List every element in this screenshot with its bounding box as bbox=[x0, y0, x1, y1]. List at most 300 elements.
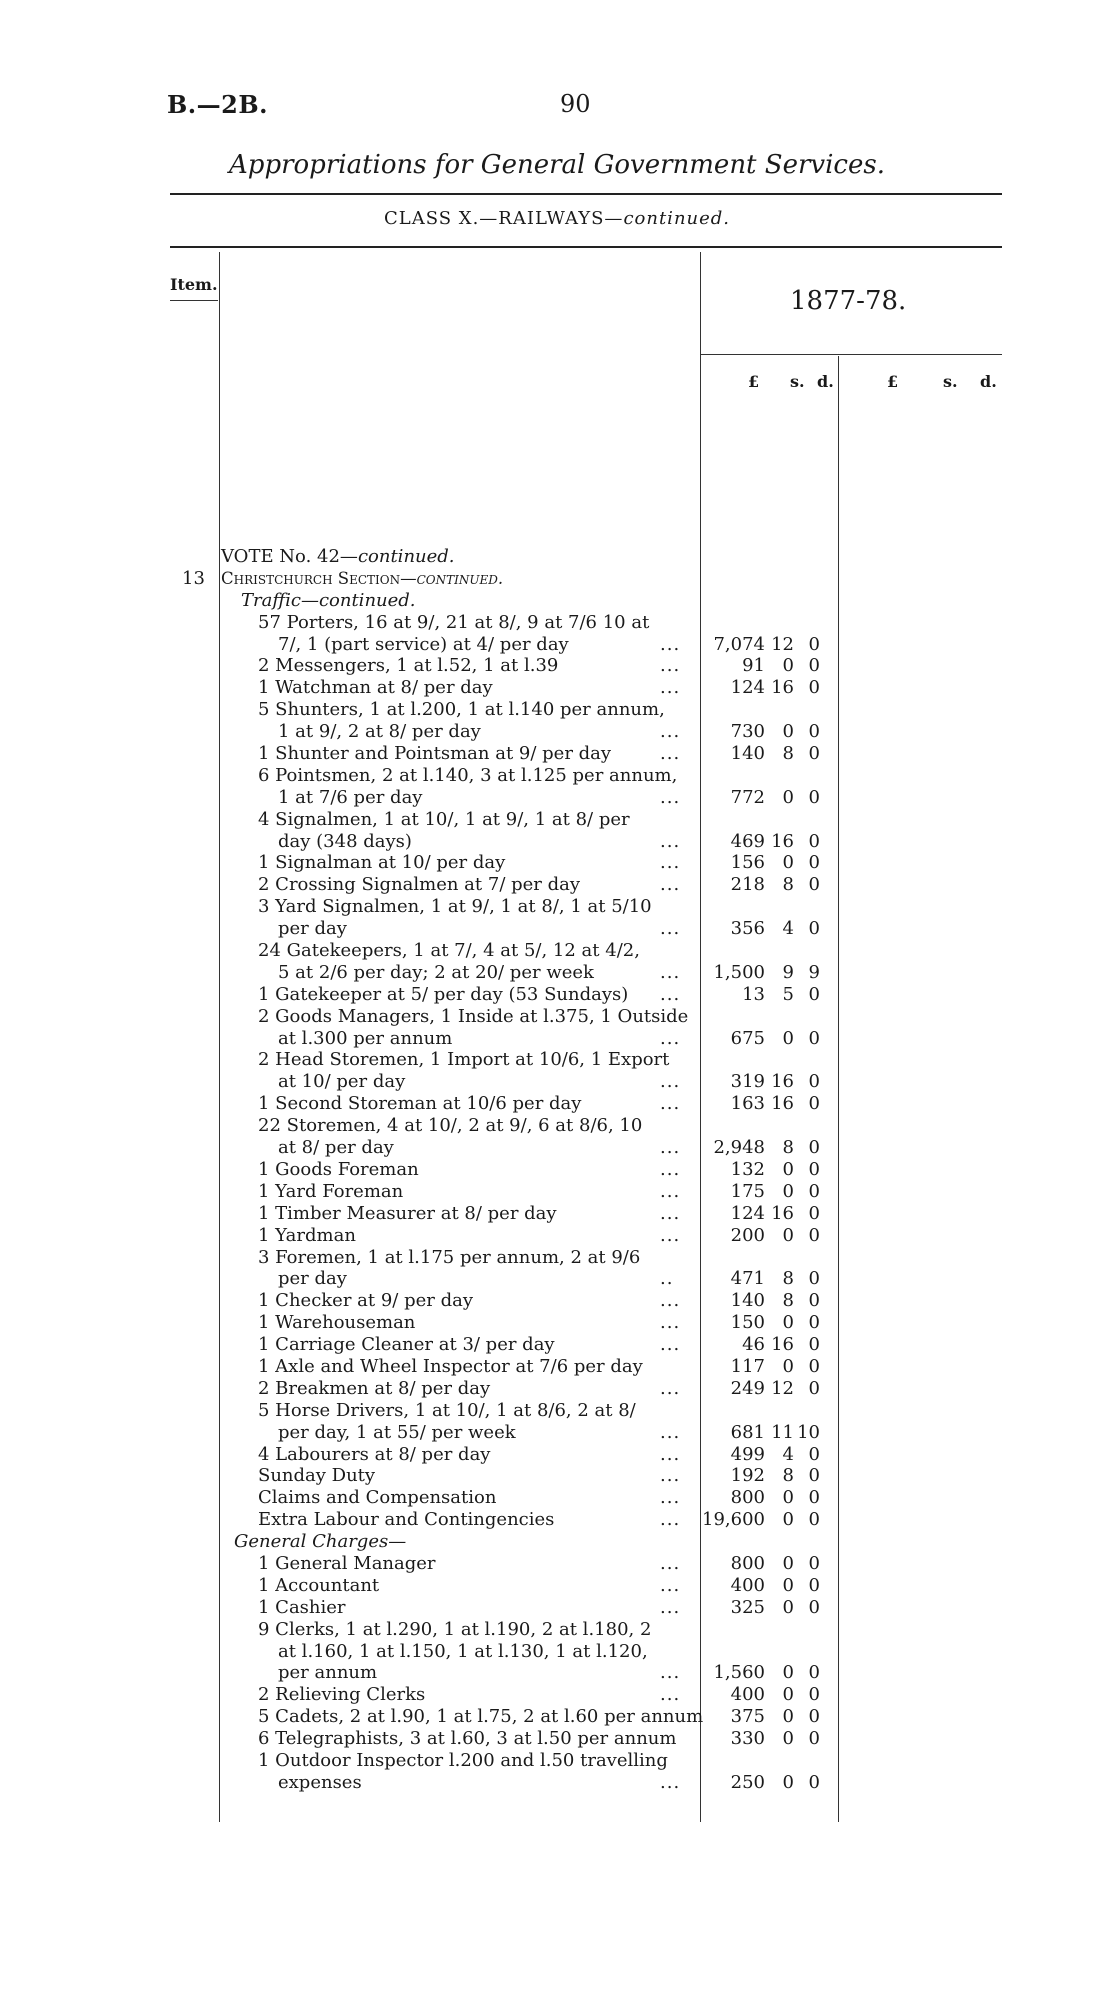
amount-shillings: 16 bbox=[771, 1202, 794, 1224]
amount-pounds: 156 bbox=[730, 852, 765, 874]
amount-shillings: 0 bbox=[782, 1684, 794, 1706]
amount-pounds: 7,074 bbox=[713, 633, 765, 655]
table-row bbox=[170, 962, 1000, 984]
amount-pence: 0 bbox=[808, 1180, 820, 1202]
row-description-text: 1 Carriage Cleaner at 3/ per day bbox=[258, 1334, 555, 1356]
leader-dots: ... bbox=[660, 1574, 681, 1596]
row-description-text: 5 Shunters, 1 at l.200, 1 at l.140 per annum, bbox=[258, 699, 665, 721]
amount-pence: 0 bbox=[808, 655, 820, 677]
amount-pounds: 400 bbox=[730, 1684, 765, 1706]
class-title bbox=[0, 208, 1114, 229]
amount-shillings: 16 bbox=[771, 1071, 794, 1093]
amount-pounds: 175 bbox=[730, 1180, 765, 1202]
table-row bbox=[170, 896, 1000, 918]
row-description-text: 7/, 1 (part service) at 4/ per day bbox=[278, 633, 569, 655]
amount-pounds: 1,500 bbox=[713, 961, 765, 983]
amount-pounds: 325 bbox=[730, 1596, 765, 1618]
table-row bbox=[170, 546, 1000, 568]
leader-dots: ... bbox=[660, 633, 681, 655]
leader-dots: ... bbox=[660, 1334, 681, 1356]
row-description-text: 5 Horse Drivers, 1 at 10/, 1 at 8/6, 2 at 8/ bbox=[258, 1399, 636, 1421]
item-number: 13 bbox=[182, 567, 205, 589]
amount-pence: 0 bbox=[808, 983, 820, 1005]
row-description-text: 2 Crossing Signalmen at 7/ per day bbox=[258, 874, 581, 896]
row-description bbox=[258, 852, 505, 874]
amount-pounds: 499 bbox=[730, 1443, 765, 1465]
amount-shillings: 16 bbox=[771, 1334, 794, 1356]
amount-shillings: 0 bbox=[782, 1180, 794, 1202]
amount-pence: 0 bbox=[808, 1071, 820, 1093]
amount-pounds: 469 bbox=[730, 830, 765, 852]
amount-pence: 0 bbox=[808, 1487, 820, 1509]
amount-pence: 0 bbox=[808, 1465, 820, 1487]
amount-pence: 0 bbox=[808, 874, 820, 896]
amount-shillings: 9 bbox=[782, 961, 794, 983]
leader-dots: ... bbox=[660, 918, 681, 940]
amount-pounds: 200 bbox=[730, 1224, 765, 1246]
table-row bbox=[170, 699, 1000, 721]
row-description-text: per day, 1 at 55/ per week bbox=[278, 1421, 516, 1443]
row-description-text: 1 Outdoor Inspector l.200 and l.50 travelling bbox=[258, 1749, 668, 1771]
row-description bbox=[258, 1049, 669, 1071]
table-row bbox=[170, 721, 1000, 743]
row-description-text: Extra Labour and Contingencies bbox=[258, 1509, 555, 1531]
amount-pence: 0 bbox=[808, 1268, 820, 1290]
table-row bbox=[170, 1641, 1000, 1663]
row-description-text: expenses bbox=[278, 1771, 362, 1793]
amount-pence: 0 bbox=[808, 830, 820, 852]
row-description-text: 6 Telegraphists, 3 at l.60, 3 at l.50 per annum bbox=[258, 1728, 677, 1750]
amount-shillings: 0 bbox=[782, 655, 794, 677]
amount-pounds: 400 bbox=[730, 1574, 765, 1596]
table-row bbox=[170, 1444, 1000, 1466]
amount-pence: 0 bbox=[808, 1290, 820, 1312]
row-description bbox=[258, 1465, 375, 1487]
leader-dots: ... bbox=[660, 1684, 681, 1706]
row-description bbox=[258, 809, 630, 831]
table-row bbox=[170, 1750, 1000, 1772]
amount-pounds: 124 bbox=[730, 1202, 765, 1224]
amount-pence: 0 bbox=[808, 633, 820, 655]
row-description bbox=[278, 634, 569, 656]
row-description bbox=[278, 787, 422, 809]
year-header: 1877-78. bbox=[790, 286, 907, 316]
row-description-text: 1 Watchman at 8/ per day bbox=[258, 677, 493, 699]
row-description bbox=[258, 1093, 581, 1115]
row-description-text: 1 Warehouseman bbox=[258, 1312, 416, 1334]
amount-pounds: 330 bbox=[730, 1728, 765, 1750]
row-description-text: 3 Yard Signalmen, 1 at 9/, 1 at 8/, 1 at 5/10 bbox=[258, 896, 652, 918]
table-row bbox=[170, 809, 1000, 831]
row-description bbox=[278, 1772, 362, 1794]
row-description bbox=[258, 677, 493, 699]
pound-header-2: £ bbox=[887, 372, 899, 391]
leader-dots: ... bbox=[660, 1312, 681, 1334]
item-column-header: Item. bbox=[170, 275, 218, 294]
table-row bbox=[170, 940, 1000, 962]
leader-dots: ... bbox=[660, 1421, 681, 1443]
amount-pence: 0 bbox=[808, 1728, 820, 1750]
shilling-header-2: s. bbox=[943, 372, 958, 391]
row-description bbox=[241, 590, 416, 612]
row-description-text: 1 Accountant bbox=[258, 1574, 380, 1596]
row-description bbox=[258, 1115, 642, 1137]
leader-dots: ... bbox=[660, 1290, 681, 1312]
page-number: 90 bbox=[560, 90, 591, 118]
leader-dots: ... bbox=[660, 1662, 681, 1684]
row-description bbox=[258, 1203, 557, 1225]
leader-dots: ... bbox=[660, 961, 681, 983]
leader-dots: ... bbox=[660, 743, 681, 765]
row-description bbox=[258, 874, 580, 896]
pence-header: d. bbox=[817, 372, 834, 391]
table-row bbox=[170, 1728, 1000, 1750]
row-description-text: 1 Checker at 9/ per day bbox=[258, 1290, 474, 1312]
row-description bbox=[258, 1400, 636, 1422]
row-description-text: at 8/ per day bbox=[278, 1137, 394, 1159]
amount-pounds: 132 bbox=[730, 1158, 765, 1180]
row-description bbox=[258, 1006, 688, 1028]
pence-header-2: d. bbox=[980, 372, 997, 391]
amount-shillings: 8 bbox=[782, 1465, 794, 1487]
row-description bbox=[258, 612, 649, 634]
pound-header: £ bbox=[748, 372, 760, 391]
amount-pounds: 46 bbox=[742, 1334, 765, 1356]
row-description bbox=[278, 1422, 516, 1444]
table-row bbox=[170, 1093, 1000, 1115]
leader-dots: ... bbox=[660, 1509, 681, 1531]
row-description-text: 4 Labourers at 8/ per day bbox=[258, 1443, 491, 1465]
table-row bbox=[170, 1181, 1000, 1203]
leader-dots: ... bbox=[660, 677, 681, 699]
amount-pounds: 192 bbox=[730, 1465, 765, 1487]
row-description bbox=[258, 655, 558, 677]
row-description-text: 1 Cashier bbox=[258, 1596, 346, 1618]
amount-shillings: 0 bbox=[782, 1487, 794, 1509]
row-description-text: VOTE No. 42— bbox=[221, 546, 358, 567]
row-description bbox=[278, 1028, 452, 1050]
leader-dots: ... bbox=[660, 830, 681, 852]
row-description-text: at l.300 per annum bbox=[278, 1027, 453, 1049]
amount-pence: 0 bbox=[808, 1706, 820, 1728]
leader-dots: ... bbox=[660, 1202, 681, 1224]
page-title: Appropriations for General Government Services. bbox=[229, 150, 885, 180]
appropriation-table-body bbox=[170, 546, 1000, 1794]
row-description bbox=[258, 984, 628, 1006]
row-description-text: 1 Gatekeeper at 5/ per day (53 Sundays) bbox=[258, 983, 629, 1005]
row-description-text: 5 Cadets, 2 at l.90, 1 at l.75, 2 at l.60 per annum bbox=[258, 1706, 704, 1728]
row-description bbox=[258, 896, 652, 918]
amount-pounds: 19,600 bbox=[702, 1509, 765, 1531]
row-description bbox=[278, 1268, 347, 1290]
amount-pounds: 250 bbox=[730, 1771, 765, 1793]
leader-dots: ... bbox=[660, 1552, 681, 1574]
amount-pence: 10 bbox=[797, 1421, 820, 1443]
amount-pounds: 91 bbox=[742, 655, 765, 677]
amount-pounds: 675 bbox=[730, 1027, 765, 1049]
amount-pounds: 800 bbox=[730, 1552, 765, 1574]
amount-pence: 0 bbox=[808, 1662, 820, 1684]
leader-dots: ... bbox=[660, 874, 681, 896]
row-description bbox=[258, 1728, 676, 1750]
leader-dots: ... bbox=[660, 852, 681, 874]
table-row bbox=[170, 1597, 1000, 1619]
amount-pence: 0 bbox=[808, 1443, 820, 1465]
amount-shillings: 11 bbox=[771, 1421, 794, 1443]
table-row bbox=[170, 1268, 1000, 1290]
amount-pence: 0 bbox=[808, 1202, 820, 1224]
table-row bbox=[170, 1553, 1000, 1575]
table-row bbox=[170, 677, 1000, 699]
row-description bbox=[278, 1137, 394, 1159]
table-row bbox=[170, 743, 1000, 765]
row-description-text: 1 Goods Foreman bbox=[258, 1158, 419, 1180]
leader-dots: ... bbox=[660, 1465, 681, 1487]
row-description bbox=[258, 1356, 643, 1378]
row-description-text: 4 Signalmen, 1 at 10/, 1 at 9/, 1 at 8/ per bbox=[258, 808, 630, 830]
item-header-underline bbox=[170, 300, 218, 301]
table-row bbox=[170, 1531, 1000, 1553]
table-row bbox=[170, 1115, 1000, 1137]
amount-pounds: 772 bbox=[730, 786, 765, 808]
amount-shillings: 12 bbox=[771, 633, 794, 655]
table-row bbox=[170, 1203, 1000, 1225]
row-description bbox=[258, 1159, 419, 1181]
row-description bbox=[258, 1290, 473, 1312]
amount-pence: 0 bbox=[808, 1224, 820, 1246]
document-reference: B.—2B. bbox=[167, 90, 268, 119]
amount-shillings: 0 bbox=[782, 1027, 794, 1049]
table-row bbox=[170, 1378, 1000, 1400]
row-description-text: Claims and Compensation bbox=[258, 1487, 497, 1509]
amount-pence: 0 bbox=[808, 1596, 820, 1618]
row-description bbox=[258, 1706, 703, 1728]
table-row bbox=[170, 1422, 1000, 1444]
row-description-text: per annum bbox=[278, 1662, 378, 1684]
table-row bbox=[170, 1159, 1000, 1181]
row-description bbox=[258, 1225, 356, 1247]
row-description-text: at 10/ per day bbox=[278, 1071, 406, 1093]
amount-pounds: 1,560 bbox=[713, 1662, 765, 1684]
leader-dots: ... bbox=[660, 1027, 681, 1049]
table-row bbox=[170, 852, 1000, 874]
amount-pounds: 319 bbox=[730, 1071, 765, 1093]
row-description bbox=[258, 1312, 415, 1334]
table-row bbox=[170, 1619, 1000, 1641]
leader-dots: ... bbox=[660, 786, 681, 808]
row-description bbox=[258, 1247, 640, 1269]
amount-pounds: 375 bbox=[730, 1706, 765, 1728]
row-description bbox=[278, 831, 412, 853]
row-description-italic: continued. bbox=[416, 568, 504, 588]
amount-shillings: 0 bbox=[782, 1728, 794, 1750]
amount-shillings: 0 bbox=[782, 1574, 794, 1596]
table-row bbox=[170, 1706, 1000, 1728]
amount-shillings: 5 bbox=[782, 983, 794, 1005]
row-description bbox=[258, 940, 640, 962]
amount-shillings: 0 bbox=[782, 1771, 794, 1793]
table-row bbox=[170, 1028, 1000, 1050]
table-row bbox=[170, 1312, 1000, 1334]
row-description-text: 5 at 2/6 per day; 2 at 20/ per week bbox=[278, 961, 594, 983]
row-description-text: day (348 days) bbox=[278, 830, 412, 852]
table-row bbox=[170, 1247, 1000, 1269]
table-row bbox=[170, 1049, 1000, 1071]
row-description-text: 2 Messengers, 1 at l.52, 1 at l.39 bbox=[258, 655, 559, 677]
leader-dots: ... bbox=[660, 1377, 681, 1399]
amount-pounds: 471 bbox=[730, 1268, 765, 1290]
table-row bbox=[170, 918, 1000, 940]
table-row bbox=[170, 1006, 1000, 1028]
amount-pounds: 150 bbox=[730, 1312, 765, 1334]
amount-shillings: 0 bbox=[782, 852, 794, 874]
row-description-text: 1 at 7/6 per day bbox=[278, 786, 423, 808]
amount-shillings: 0 bbox=[782, 1355, 794, 1377]
amount-shillings: 16 bbox=[771, 830, 794, 852]
amount-pounds: 356 bbox=[730, 918, 765, 940]
amount-pounds: 218 bbox=[730, 874, 765, 896]
amount-pence: 0 bbox=[808, 677, 820, 699]
amount-pence: 0 bbox=[808, 1093, 820, 1115]
row-description-text: 1 Yard Foreman bbox=[258, 1180, 404, 1202]
leader-dots: ... bbox=[660, 655, 681, 677]
amount-shillings: 4 bbox=[782, 918, 794, 940]
row-description bbox=[258, 1181, 403, 1203]
amount-shillings: 12 bbox=[771, 1377, 794, 1399]
table-row bbox=[170, 1575, 1000, 1597]
amount-shillings: 0 bbox=[782, 721, 794, 743]
row-description-text: Sunday Duty bbox=[258, 1465, 376, 1487]
amount-shillings: 0 bbox=[782, 1552, 794, 1574]
amount-shillings: 4 bbox=[782, 1443, 794, 1465]
amount-pence: 0 bbox=[808, 721, 820, 743]
row-description bbox=[258, 1597, 346, 1619]
amount-pence: 0 bbox=[808, 1509, 820, 1531]
table-row bbox=[170, 655, 1000, 677]
row-description-text: 9 Clerks, 1 at l.290, 1 at l.190, 2 at l.180, 2 bbox=[258, 1618, 652, 1640]
table-row bbox=[170, 831, 1000, 853]
table-row bbox=[170, 590, 1000, 612]
amount-shillings: 8 bbox=[782, 1137, 794, 1159]
row-description bbox=[278, 1641, 648, 1663]
subtitle-rule bbox=[170, 246, 1002, 248]
row-description-text: 57 Porters, 16 at 9/, 21 at 8/, 9 at 7/6 10 at bbox=[258, 611, 650, 633]
amount-pence: 0 bbox=[808, 1771, 820, 1793]
table-row bbox=[170, 787, 1000, 809]
row-description bbox=[258, 1575, 379, 1597]
amount-shillings: 0 bbox=[782, 1312, 794, 1334]
row-description-text: 2 Breakmen at 8/ per day bbox=[258, 1377, 491, 1399]
amount-pence: 0 bbox=[808, 1377, 820, 1399]
amount-shillings: 0 bbox=[782, 1662, 794, 1684]
leader-dots: ... bbox=[660, 1771, 681, 1793]
amount-pounds: 13 bbox=[742, 983, 765, 1005]
table-row bbox=[170, 1400, 1000, 1422]
amount-pence: 0 bbox=[808, 1158, 820, 1180]
row-description-text: 2 Goods Managers, 1 Inside at l.375, 1 Outside bbox=[258, 1005, 689, 1027]
amount-pence: 0 bbox=[808, 1552, 820, 1574]
leader-dots: ... bbox=[660, 1224, 681, 1246]
leader-dots: ... bbox=[660, 983, 681, 1005]
row-description bbox=[278, 1662, 377, 1684]
table-row bbox=[170, 1225, 1000, 1247]
row-description bbox=[258, 1509, 554, 1531]
row-description bbox=[258, 699, 665, 721]
row-description-text: Traffic bbox=[241, 589, 301, 611]
row-description-text: per day bbox=[278, 1268, 347, 1290]
amount-pounds: 800 bbox=[730, 1487, 765, 1509]
amount-shillings: 0 bbox=[782, 1596, 794, 1618]
row-description bbox=[278, 1071, 405, 1093]
amount-shillings: 8 bbox=[782, 1290, 794, 1312]
row-description bbox=[258, 743, 611, 765]
amount-shillings: 0 bbox=[782, 1509, 794, 1531]
leader-dots: ... bbox=[660, 1596, 681, 1618]
leader-dots: ... bbox=[660, 721, 681, 743]
table-row bbox=[170, 612, 1000, 634]
amount-pence: 0 bbox=[808, 1334, 820, 1356]
amount-pence: 0 bbox=[808, 786, 820, 808]
amount-pence: 0 bbox=[808, 743, 820, 765]
amount-shillings: 16 bbox=[771, 1093, 794, 1115]
amount-pence: 0 bbox=[808, 1574, 820, 1596]
leader-dots: ... bbox=[660, 1071, 681, 1093]
row-description bbox=[258, 1487, 496, 1509]
row-description-text: 1 Shunter and Pointsman at 9/ per day bbox=[258, 743, 612, 765]
table-row bbox=[170, 1487, 1000, 1509]
leader-dots: ... bbox=[660, 1158, 681, 1180]
row-description-text: 2 Relieving Clerks bbox=[258, 1684, 426, 1706]
row-description bbox=[278, 962, 594, 984]
amount-shillings: 0 bbox=[782, 786, 794, 808]
row-description-italic: continued. bbox=[357, 546, 455, 567]
table-row bbox=[170, 874, 1000, 896]
shilling-header: s. bbox=[790, 372, 805, 391]
title-rule bbox=[170, 193, 1002, 195]
amount-shillings: 8 bbox=[782, 874, 794, 896]
table-row bbox=[170, 984, 1000, 1006]
class-title-text: CLASS X.—RAILWAYS— bbox=[383, 208, 624, 229]
row-description-text: 1 General Manager bbox=[258, 1552, 436, 1574]
table-row bbox=[170, 1290, 1000, 1312]
row-description-text: 1 Yardman bbox=[258, 1224, 356, 1246]
row-description-text: per day bbox=[278, 918, 347, 940]
amount-pence: 9 bbox=[808, 961, 820, 983]
row-description bbox=[258, 1553, 436, 1575]
row-description-text: 1 Signalman at 10/ per day bbox=[258, 852, 506, 874]
row-description-text: 1 Axle and Wheel Inspector at 7/6 per day bbox=[258, 1355, 643, 1377]
row-description-text: 6 Pointsmen, 2 at l.140, 3 at l.125 per annum, bbox=[258, 764, 678, 786]
amount-shillings: 0 bbox=[782, 1158, 794, 1180]
leader-dots: ... bbox=[660, 1180, 681, 1202]
table-row bbox=[170, 634, 1000, 656]
amount-pounds: 730 bbox=[730, 721, 765, 743]
row-description-text: 1 Second Storeman at 10/6 per day bbox=[258, 1093, 582, 1115]
year-header-rule bbox=[700, 354, 1002, 355]
amount-pence: 0 bbox=[808, 1027, 820, 1049]
table-row bbox=[170, 568, 1000, 590]
row-description bbox=[278, 721, 481, 743]
row-description-text: 22 Storemen, 4 at 10/, 2 at 9/, 6 at 8/6, 10 bbox=[258, 1115, 643, 1137]
row-description bbox=[234, 1531, 406, 1553]
amount-pence: 0 bbox=[808, 1312, 820, 1334]
table-row bbox=[170, 1772, 1000, 1794]
row-description bbox=[258, 1334, 555, 1356]
amount-pounds: 249 bbox=[730, 1377, 765, 1399]
table-row bbox=[170, 1356, 1000, 1378]
amount-pounds: 117 bbox=[730, 1355, 765, 1377]
row-description-text: at l.160, 1 at l.150, 1 at l.130, 1 at l.120, bbox=[278, 1640, 648, 1662]
